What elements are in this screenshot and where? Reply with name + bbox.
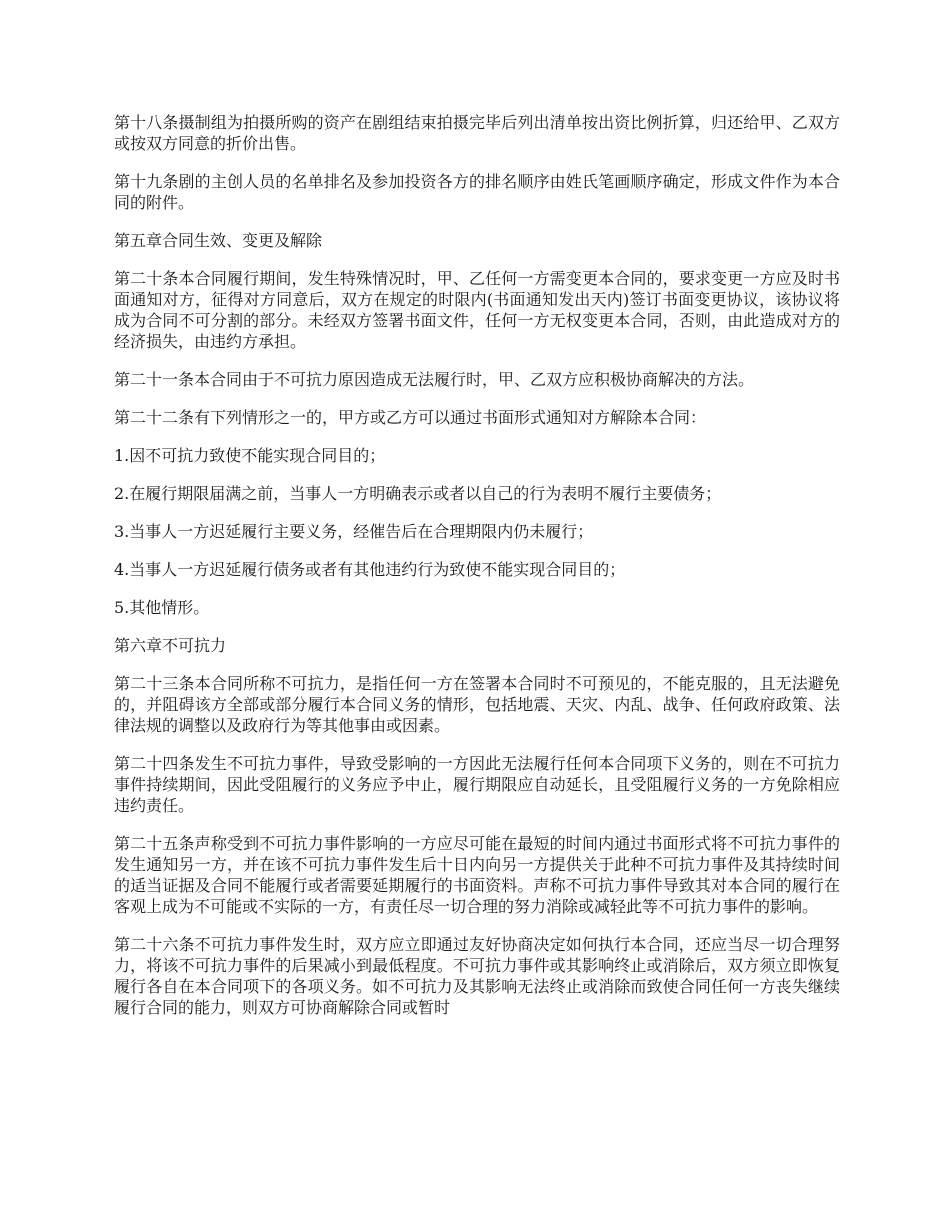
chapter-heading-6: 第六章不可抗力 [114,636,227,655]
paragraph-article-24: 第二十四条发生不可抗力事件，导致受影响的一方因此无法履行任何本合同项下义务的，则在不可抗力事件持续期间，因此受阻履行的义务应予中止，履行期限应自动延长，且受阻履行义务的一方免除相应违约责任。 [114,754,840,815]
list-item-1: 1.因不可抗力致使不能实现合同目的； [114,446,386,465]
paragraph-article-26: 第二十六条不可抗力事件发生时，双方应立即通过友好协商决定如何执行本合同，还应当尽一切合理努力，将该不可抗力事件的后果减小到最低程度。不可抗力事件或其影响终止或消除后，双方须立即恢复履行各自在本合同项下的各项义务。如不可抗力及其影响无法终止或消除而致使合同任何一方丧失继续履行合同的能力，则双方可协商解除合同或暂时 [114,935,840,1017]
paragraph-article-25: 第二十五条声称受到不可抗力事件影响的一方应尽可能在最短的时间内通过书面形式将不可抗力事件的发生通知另一方，并在该不可抗力事件发生后十日内向另一方提供关于此种不可抗力事件及其持续时间的适当证据及合同不能履行或者需要延期履行的书面资料。声称不可抗力事件导致其对本合同的履行在客观上成为不可能或不实际的一方，有责任尽一切合理的努力消除或减轻此等不可抗力事件的影响。 [114,834,840,916]
paragraph-article-23: 第二十三条本合同所称不可抗力，是指任何一方在签署本合同时不可预见的，不能克服的，且无法避免的，并阻碍该方全部或部分履行本合同义务的情形，包括地震、天灾、内乱、战争、任何政府政策、法律法规的调整以及政府行为等其他事由或因素。 [114,674,840,735]
paragraph-article-21: 第二十一条本合同由于不可抗力原因造成无法履行时，甲、乙双方应积极协商解决的方法。 [114,370,755,389]
paragraph-article-18: 第十八条摄制组为拍摄所购的资产在剧组结束拍摄完毕后列出清单按出资比例折算，归还给甲、乙双方或按双方同意的折价出售。 [114,113,840,153]
paragraph-article-20: 第二十条本合同履行期间，发生特殊情况时，甲、乙任何一方需变更本合同的，要求变更一方应及时书面通知对方，征得对方同意后，双方在规定的时限内(书面通知发出天内)签订书面变更协议，该协议将成为合同不可分割的部分。未经双方签署书面文件，任何一方无权变更本合同，否则，由此造成对方的经济损失，由违约方承担。 [114,269,840,351]
list-item-4: 4.当事人一方迟延履行债务或者有其他违约行为致使不能实现合同目的； [114,560,626,579]
list-item-3: 3.当事人一方迟延履行主要义务，经催告后在合理期限内仍未履行； [114,522,594,541]
list-item-5: 5.其他情形。 [114,598,210,617]
chapter-heading-5: 第五章合同生效、变更及解除 [114,231,323,250]
paragraph-article-22: 第二十二条有下列情形之一的，甲方或乙方可以通过书面形式通知对方解除本合同： [114,408,707,427]
list-item-2: 2.在履行期限届满之前，当事人一方明确表示或者以自己的行为表明不履行主要债务； [114,484,722,503]
paragraph-article-19: 第十九条剧的主创人员的名单排名及参加投资各方的排名顺序由姓氏笔画顺序确定，形成文件作为本合同的附件。 [114,172,840,212]
